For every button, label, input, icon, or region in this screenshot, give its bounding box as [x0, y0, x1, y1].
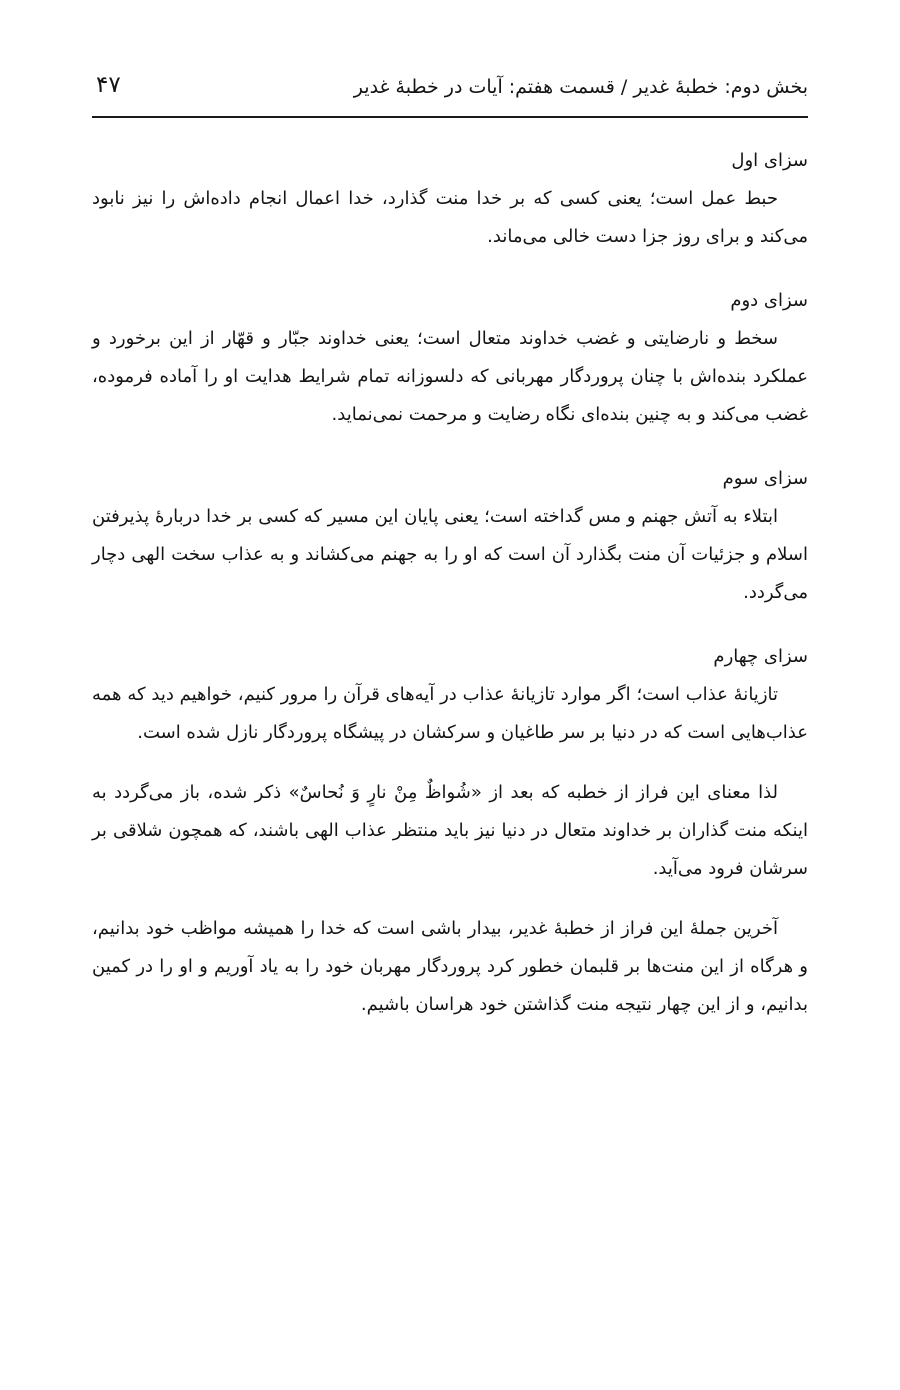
page-body — [92, 142, 808, 1024]
running-header — [92, 70, 808, 118]
spacer — [92, 752, 808, 774]
section-third — [92, 460, 808, 612]
spacer — [92, 888, 808, 910]
section-second — [92, 282, 808, 434]
body-paragraph: لذا معنای این فراز از خطبه که بعد از «شُواظٌ مِنْ نارٍ وَ نُحاسٌ» ذکر شده، باز می‌گردد به اینکه منت گذاران بر خداوند متعال در دنیا نیز باید منتظر عذاب الهی باشند، که همچون شلاقی بر سرشان فرود می‌آید. — [92, 782, 808, 879]
body-paragraph: آخرین جملهٔ این فراز از خطبهٔ غدیر، بیدار باشی است که خدا را همیشه مواظب خود بدانیم، و هرگاه از این منت‌ها بر قلبمان خطور کرد پروردگار مهربان خود را به یاد آوریم و او را در کمین بدانیم، و از این چهار نتیجه منت گذاشتن خود هراسان باشیم. — [92, 918, 808, 1015]
section-text: حبط عمل است؛ یعنی کسی که بر خدا منت گذارد، خدا اعمال انجام داده‌اش را نیز نابود می‌کند و برای روز جزا دست خالی می‌ماند. — [92, 188, 808, 247]
section-first — [92, 142, 808, 256]
book-page — [92, 0, 808, 1390]
header-title: بخش دوم: خطبهٔ غدیر / قسمت هفتم: آیات در خطبهٔ غدیر — [353, 76, 808, 98]
section-text: سخط و نارضایتی و غضب خداوند متعال است؛ یعنی خداوند جبّار و قهّار از این برخورد و عملکرد بنده‌اش با چنان پروردگار مهربانی که دلسوزانه تمام شرایط هدایت او را آماده فرموده، غضب می‌کند و به چنین بنده‌ای نگاه رضایت و مرحمت نمی‌نماید. — [92, 328, 808, 425]
section-title: سزای دوم — [730, 290, 808, 311]
section-text: تازیانهٔ عذاب است؛ اگر موارد تازیانهٔ عذاب در آیه‌های قرآن را مرور کنیم، خواهیم دید که همه عذاب‌هایی است که در دنیا بر سر طاغیان و سرکشان در پیشگاه پروردگار نازل شده است. — [92, 684, 808, 743]
section-text: ابتلاء به آتش جهنم و مس گداخته است؛ یعنی پایان این مسیر که کسی بر خدا دربارهٔ پذیرفتن اسلام و جزئیات آن منت بگذارد آن است که او را به جهنم می‌کشاند و به عذاب سخت الهی دچار می‌گردد. — [92, 506, 808, 603]
section-fourth — [92, 638, 808, 752]
section-title: سزای اول — [731, 150, 808, 171]
section-title: سزای چهارم — [713, 646, 808, 667]
spacer — [92, 256, 808, 282]
spacer — [92, 612, 808, 638]
page-number: ۴۷ — [96, 72, 121, 98]
section-title: سزای سوم — [722, 468, 808, 489]
spacer — [92, 434, 808, 460]
